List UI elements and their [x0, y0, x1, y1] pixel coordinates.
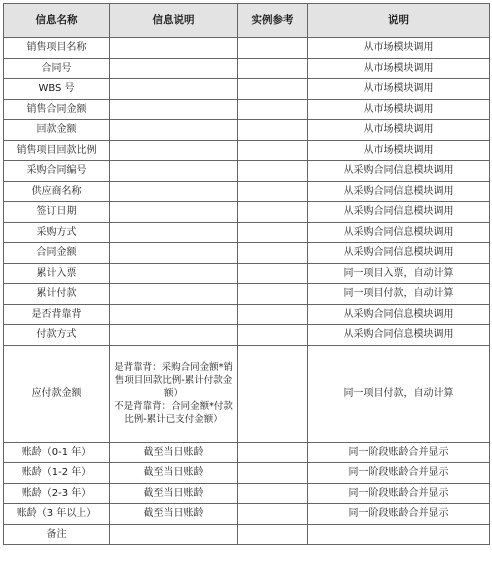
cell-info-description	[110, 38, 238, 59]
table-row	[4, 304, 490, 325]
cell-example	[238, 79, 308, 100]
cell-note: 同一项目入票，自动计算	[308, 263, 490, 284]
cell-info-name: 累计付款	[4, 284, 110, 305]
cell-note: 从采购合同信息模块调用	[308, 161, 490, 182]
cell-info-description: 是背靠背：采购合同金额*销售项目回款比例-累计付款金额） 不是背靠背：合同金额*付款比例-累计已支付金额）	[110, 345, 238, 442]
table-row	[4, 284, 490, 305]
cell-note: 从市场模块调用	[308, 120, 490, 141]
cell-info-description	[110, 243, 238, 264]
cell-note: 从采购合同信息模块调用	[308, 202, 490, 223]
cell-note: 从采购合同信息模块调用	[308, 181, 490, 202]
cell-info-name: WBS 号	[4, 79, 110, 100]
cell-info-name: 采购合同编号	[4, 161, 110, 182]
cell-info-name: 应付款金额	[4, 345, 110, 442]
cell-note	[308, 524, 490, 545]
table-row	[4, 325, 490, 346]
table-row	[4, 504, 490, 525]
table-row	[4, 181, 490, 202]
cell-info-name: 回款金额	[4, 120, 110, 141]
table-row	[4, 58, 490, 79]
cell-info-description	[110, 263, 238, 284]
cell-example	[238, 222, 308, 243]
cell-example	[238, 442, 308, 463]
cell-info-description	[110, 58, 238, 79]
table-row	[4, 120, 490, 141]
table-row	[4, 243, 490, 264]
cell-info-description: 截至当日账龄	[110, 442, 238, 463]
cell-info-name: 累计入票	[4, 263, 110, 284]
cell-info-description	[110, 222, 238, 243]
cell-info-name: 采购方式	[4, 222, 110, 243]
table-row	[4, 345, 490, 442]
cell-info-description: 截至当日账龄	[110, 483, 238, 504]
header-info-description: 信息说明	[110, 4, 238, 38]
cell-info-description	[110, 325, 238, 346]
table-row	[4, 524, 490, 545]
cell-note: 从市场模块调用	[308, 58, 490, 79]
cell-info-description	[110, 120, 238, 141]
cell-example	[238, 463, 308, 484]
header-example: 实例参考	[238, 4, 308, 38]
cell-example	[238, 524, 308, 545]
cell-example	[238, 38, 308, 59]
cell-info-name: 签订日期	[4, 202, 110, 223]
table-row	[4, 79, 490, 100]
cell-example	[238, 181, 308, 202]
cell-note: 同一项目付款，自动计算	[308, 345, 490, 442]
info-table	[3, 3, 490, 545]
header-row	[4, 4, 490, 38]
cell-note: 从采购合同信息模块调用	[308, 222, 490, 243]
cell-info-description	[110, 202, 238, 223]
table-row	[4, 222, 490, 243]
cell-info-name: 账龄（0-1 年）	[4, 442, 110, 463]
cell-info-name: 合同号	[4, 58, 110, 79]
cell-note: 从市场模块调用	[308, 79, 490, 100]
cell-note: 从采购合同信息模块调用	[308, 243, 490, 264]
cell-note: 从采购合同信息模块调用	[308, 325, 490, 346]
table-row	[4, 140, 490, 161]
cell-note: 从市场模块调用	[308, 99, 490, 120]
cell-info-name: 是否背靠背	[4, 304, 110, 325]
cell-info-description	[110, 161, 238, 182]
cell-example	[238, 120, 308, 141]
cell-example	[238, 304, 308, 325]
info-table-container	[3, 3, 490, 545]
cell-example	[238, 263, 308, 284]
cell-note: 同一阶段账龄合并显示	[308, 463, 490, 484]
table-row	[4, 161, 490, 182]
table-row	[4, 263, 490, 284]
cell-example	[238, 504, 308, 525]
cell-example	[238, 284, 308, 305]
cell-info-name: 合同金额	[4, 243, 110, 264]
cell-info-description: 截至当日账龄	[110, 504, 238, 525]
table-row	[4, 463, 490, 484]
table-body	[4, 38, 490, 545]
cell-example	[238, 243, 308, 264]
cell-note: 从采购合同信息模块调用	[308, 304, 490, 325]
cell-info-name: 销售合同金额	[4, 99, 110, 120]
cell-note: 从市场模块调用	[308, 38, 490, 59]
cell-example	[238, 202, 308, 223]
cell-info-name: 销售项目名称	[4, 38, 110, 59]
cell-info-name: 供应商名称	[4, 181, 110, 202]
cell-info-description	[110, 140, 238, 161]
cell-note: 从市场模块调用	[308, 140, 490, 161]
table-row	[4, 99, 490, 120]
cell-info-name: 付款方式	[4, 325, 110, 346]
cell-example	[238, 345, 308, 442]
cell-info-name: 账龄（2-3 年）	[4, 483, 110, 504]
header-notes: 说明	[308, 4, 490, 38]
header-info-name: 信息名称	[4, 4, 110, 38]
cell-info-name: 账龄（1-2 年）	[4, 463, 110, 484]
cell-note: 同一阶段账龄合并显示	[308, 442, 490, 463]
cell-info-name: 账龄（3 年以上）	[4, 504, 110, 525]
cell-info-description	[110, 284, 238, 305]
cell-info-description	[110, 524, 238, 545]
cell-note: 同一项目付款，自动计算	[308, 284, 490, 305]
cell-info-description	[110, 99, 238, 120]
cell-info-name: 销售项目回款比例	[4, 140, 110, 161]
cell-info-description	[110, 79, 238, 100]
table-row	[4, 202, 490, 223]
cell-note: 同一阶段账龄合并显示	[308, 483, 490, 504]
table-row	[4, 442, 490, 463]
cell-example	[238, 161, 308, 182]
cell-example	[238, 58, 308, 79]
cell-info-name: 备注	[4, 524, 110, 545]
table-row	[4, 38, 490, 59]
cell-example	[238, 140, 308, 161]
cell-info-description	[110, 304, 238, 325]
cell-note: 同一阶段账龄合并显示	[308, 504, 490, 525]
cell-info-description: 截至当日账龄	[110, 463, 238, 484]
cell-example	[238, 325, 308, 346]
table-row	[4, 483, 490, 504]
cell-example	[238, 483, 308, 504]
cell-info-description	[110, 181, 238, 202]
cell-example	[238, 99, 308, 120]
